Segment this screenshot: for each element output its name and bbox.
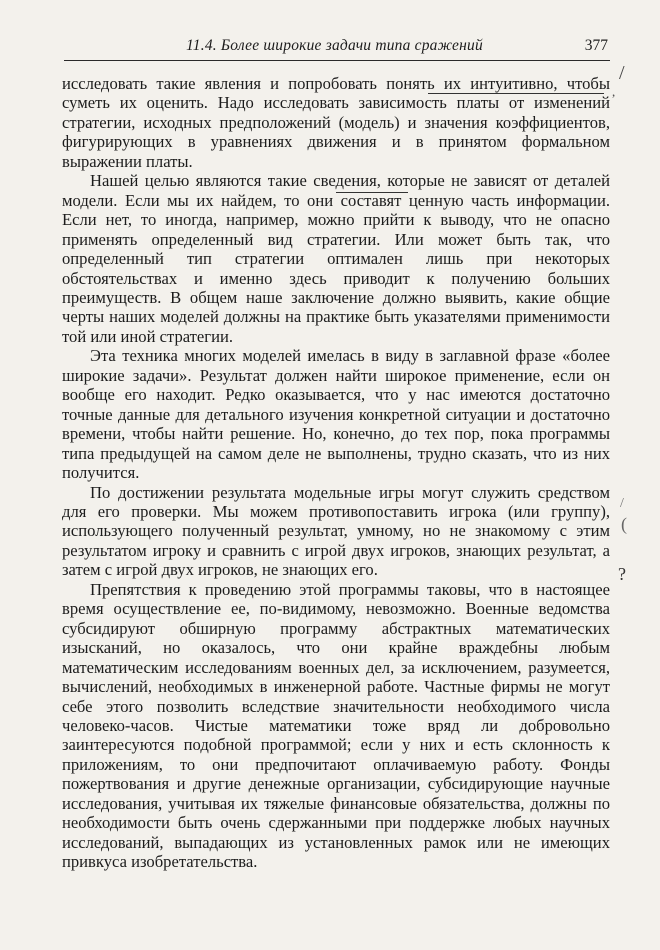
- margin-pencil-mark: ,: [612, 84, 616, 99]
- paragraph: Эта техника многих моделей имелась в виду в заглавной фразе «более широкие задачи». Результат должен найти широкое применение, если он вообще его находит. Редко оказывается, что у нас имеются достаточно точные данные для детального изучения конкретной ситуации и достаточно времени, чтобы найти решение. Но, конечно, до тех пор, пока программы типа предыдущей на самом деле не выполнены, трудно сказать, что из них получится.: [62, 346, 610, 483]
- page-body: [62, 74, 610, 872]
- paragraph: Нашей целью являются такие сведения, которые не зависят от деталей модели. Если мы их найдем, то они составят ценную часть информации. Если нет, то иногда, например, можно прийти к выводу, что не опасно применять определенный вид стратегии. Или может быть так, что определенный тип стратегии оптимален лишь при некоторых обстоятельствах и именно здесь приводит к получению больших преимуществ. В общем наше заключение должно выявить, какие общие черты наших моделей должны на практике быть указателями применимости той или иной стратегии.: [62, 171, 610, 346]
- paragraph: По достижении результата модельные игры могут служить средством для его проверки. Мы можем противопоставить игрока (или группу), использующего полученный результат, умному, но не знакомому с этим результатом игроку и сравнить с игрой двух игроков, знающих результат, а затем с игрой двух игроков, не знающих его.: [62, 482, 610, 580]
- margin-pencil-mark: ?: [618, 564, 626, 584]
- paragraph: исследовать такие явления и попробовать понять их интуитивно, чтобы суметь их оценить. Надо исследовать зависимость платы от изменений стратегии, исходных предположений (модель) и значения коэффициентов, фигурирующих в уравнениях движения и в принятом формальном выражении платы.: [62, 74, 610, 171]
- handwritten-underline: [336, 192, 408, 193]
- running-header: [64, 34, 610, 61]
- margin-pencil-mark: /: [620, 496, 624, 511]
- handwritten-underline: [428, 93, 604, 94]
- paragraph: Препятствия к проведению этой программы таковы, что в настоящее время осуществление ее, по-видимому, невозможно. Военные ведомства субсидируют обширную программу абстрактных математических изысканий, но оказалось, что они крайне враждебны любым математическим исследованиям военных дел, за исключением, разумеется, вычислений, необходимых в инженерной работе. Частные фирмы не могут себе этого позволить вследствие значительности необходимого числа человеко-часов. Чистые математики тоже вряд ли добровольно заинтересуются подобной программой; если у них и есть склонность к приложениям, то они предпочитают оплачиваемую работу. Фонды пожертвования и другие денежные организации, субсидирующие научные исследования, учитывая их тяжелые финансовые обязательства, должны по необходимости быть очень сдержанными при поддержке любых научных исследований, выпадающих из установленных рамок или не имеющих привкуса изобретательства.: [62, 579, 610, 872]
- margin-pencil-mark: /: [619, 62, 625, 84]
- page-number: 377: [584, 37, 608, 54]
- running-title: 11.4. Более широкие задачи типа сражений: [186, 37, 483, 54]
- margin-pencil-mark: (: [621, 514, 627, 534]
